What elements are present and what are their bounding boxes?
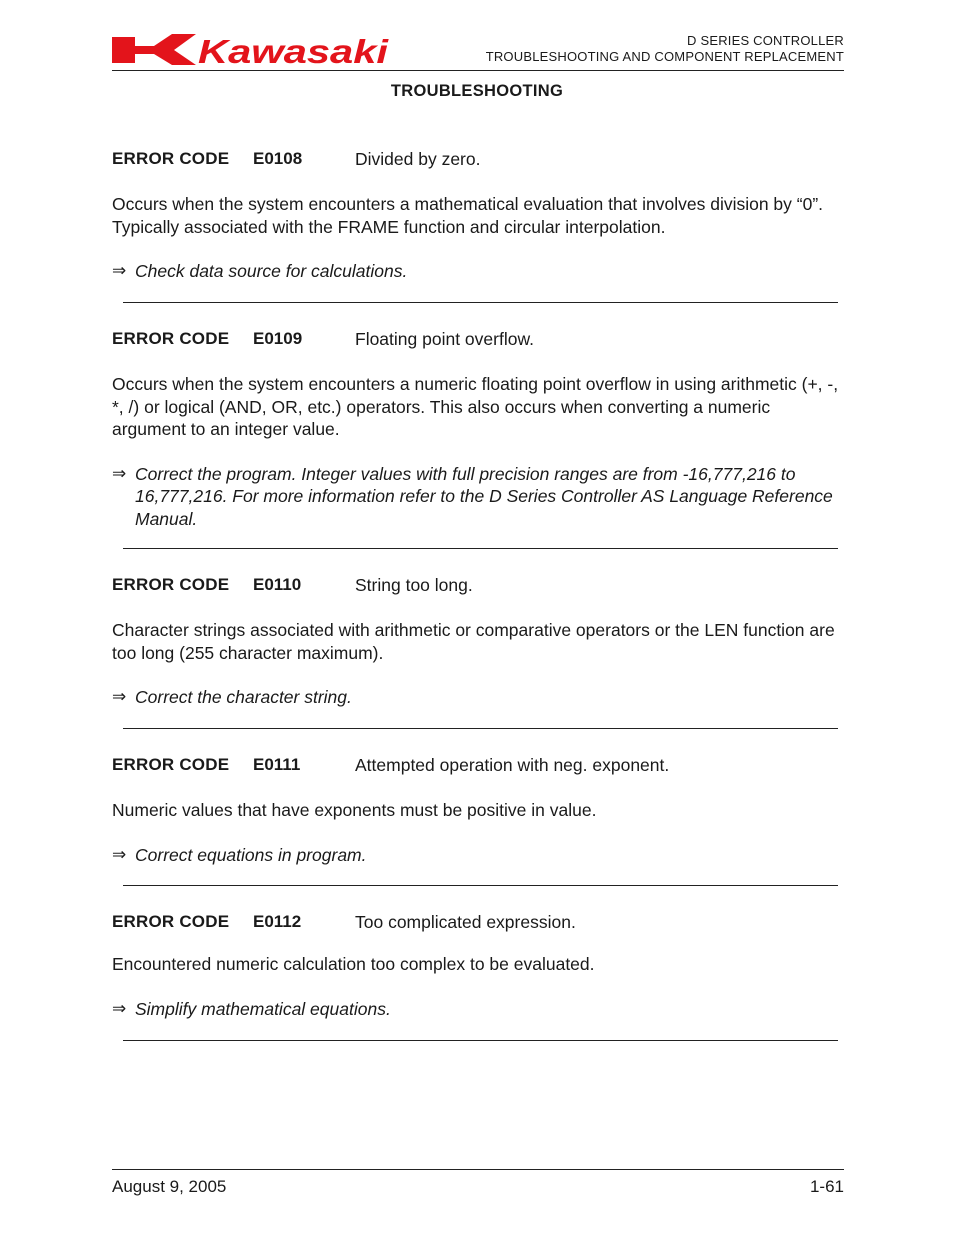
header-chapter: TROUBLESHOOTING AND COMPONENT REPLACEMENT — [485, 49, 844, 64]
arrow-icon: ⇒ — [112, 844, 127, 864]
corrective-action — [112, 998, 844, 1021]
arrow-icon: ⇒ — [112, 463, 127, 483]
error-title: Divided by zero. — [355, 149, 481, 169]
header-rule — [112, 70, 844, 71]
action-text: Simplify mathematical equations. — [135, 998, 391, 1019]
error-code-label: ERROR CODE — [112, 912, 230, 931]
error-entry-e0109 — [112, 328, 844, 530]
error-entry-e0110 — [112, 574, 844, 709]
section-title: TROUBLESHOOTING — [390, 82, 564, 100]
error-title: Attempted operation with neg. exponent. — [355, 755, 670, 775]
footer-date: August 9, 2005 — [112, 1177, 227, 1196]
arrow-icon: ⇒ — [112, 687, 127, 706]
error-entry-e0111 — [112, 754, 844, 866]
error-description: Numeric values that have exponents must be positive in value. — [112, 800, 597, 820]
error-code-label: ERROR CODE — [112, 329, 230, 348]
divider — [123, 1040, 838, 1041]
error-description: Character strings associated with arithmetic or comparative operators or the LEN function are too long (255 character maximum). — [112, 620, 835, 663]
error-title: Too complicated expression. — [355, 912, 576, 932]
action-text: Correct the program. Integer values with full precision ranges are from -16,777,216 to 16,777,216. For more information refer to the D Series Controller AS Language Reference Manual. — [135, 463, 833, 529]
arrow-icon: ⇒ — [112, 261, 127, 280]
error-entry-e0112 — [112, 911, 844, 1020]
error-description: Encountered numeric calculation too complex to be evaluated. — [112, 954, 595, 974]
error-code: E0109 — [253, 329, 303, 348]
error-description: Occurs when the system encounters a mathematical evaluation that involves division by “0”. Typically associated with the FRAME function and circular interpolation. — [112, 194, 824, 237]
document-header — [486, 33, 844, 65]
kawasaki-logo — [112, 32, 390, 66]
error-code: E0108 — [253, 149, 303, 168]
error-code: E0112 — [253, 912, 302, 931]
corrective-action — [112, 260, 844, 283]
arrow-icon: ⇒ — [112, 998, 127, 1018]
corrective-action — [112, 686, 844, 709]
error-code-label: ERROR CODE — [112, 149, 230, 168]
error-description: Occurs when the system encounters a numeric floating point overflow in using arithmetic (+, -, *, /) or logical (AND, OR, etc.) operators. This also occurs when converting a numeric argument to an integer value. — [112, 374, 839, 439]
header-series: D SERIES CONTROLLER — [687, 33, 844, 48]
error-entry-e0108 — [112, 148, 844, 283]
error-title: String too long. — [355, 575, 473, 595]
error-title: Floating point overflow. — [355, 329, 534, 349]
divider — [123, 728, 838, 729]
footer-rule — [112, 1169, 844, 1170]
corrective-action — [112, 844, 844, 867]
error-code-label: ERROR CODE — [112, 755, 230, 774]
error-code: E0110 — [253, 575, 302, 594]
action-text: Correct the character string. — [135, 687, 352, 707]
divider — [123, 302, 838, 303]
error-code-label: ERROR CODE — [112, 575, 230, 594]
corrective-action — [112, 463, 844, 531]
error-code: E0111 — [253, 755, 301, 774]
logo-text: Kawasaki — [198, 33, 390, 66]
action-text: Correct equations in program. — [135, 844, 367, 865]
divider — [123, 548, 838, 549]
action-text: Check data source for calculations. — [135, 261, 408, 281]
page-number: 1-61 — [809, 1177, 844, 1196]
divider — [123, 885, 838, 886]
